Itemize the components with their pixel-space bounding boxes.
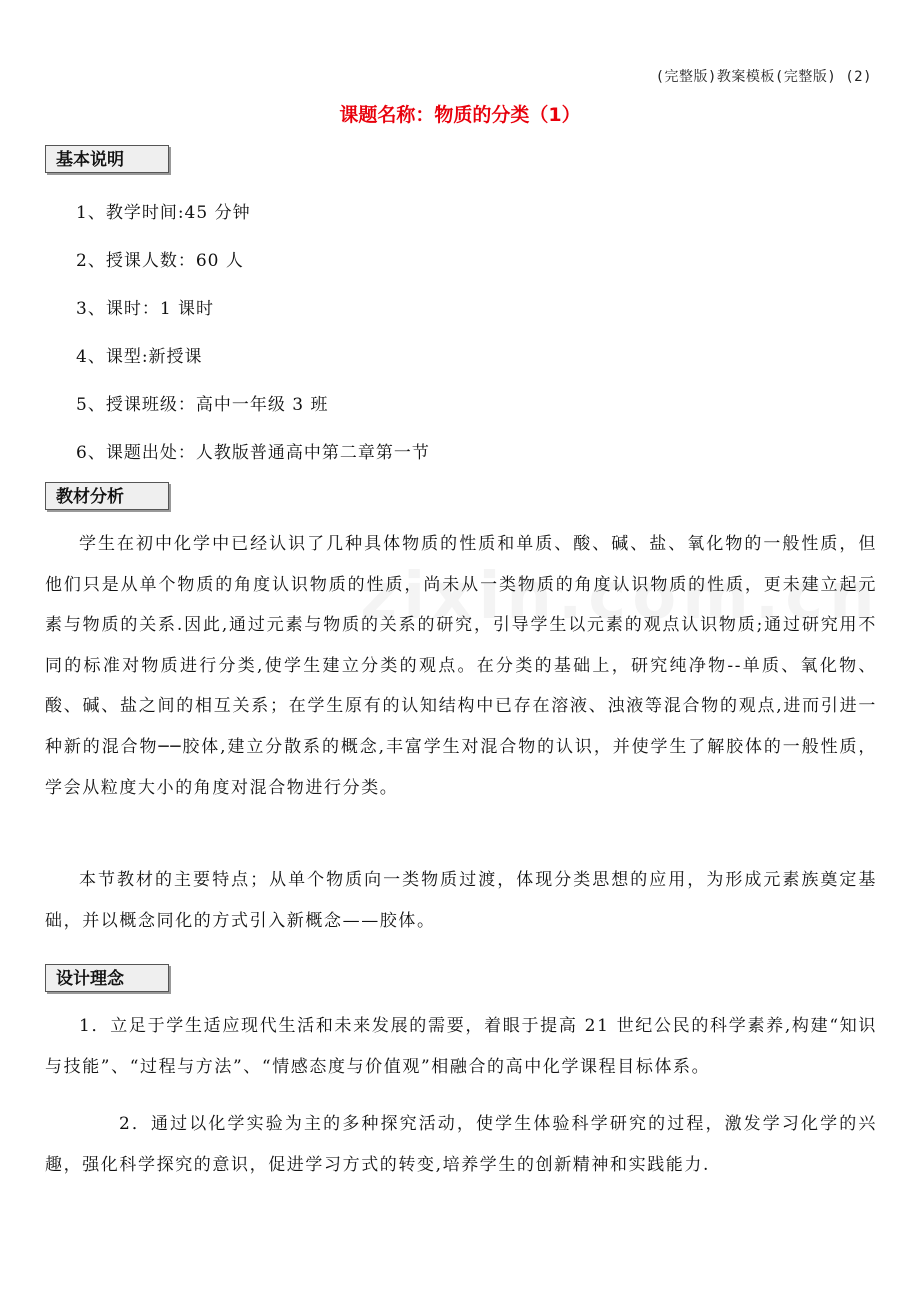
page-title: 课题名称：物质的分类（1） <box>339 104 581 126</box>
analysis-paragraph: 学生在初中化学中已经认识了几种具体物质的性质和单质、酸、碱、盐、氧化物的一般性质，但他们只是从单个物质的角度认识物质的性质，尚未从一类物质的角度认识物质的性质，更未建立起元素与物质的关系.因此,通过元素与物质的关系的研究，引导学生以元素的观点认识物质;通过研究用不同的标准对物质进行分类,使学生建立分类的观点。在分类的基础上，研究纯净物--单质、氧化物、酸、碱、盐之间的相互关系；在学生原有的认知结构中已存在溶液、浊液等混合物的观点,进而引进一种新的混合物──胶体,建立分散系的概念,丰富学生对混合物的认识，并使学生了解胶体的一般性质，学会从粒度大小的角度对混合物进行分类。 <box>45 534 877 798</box>
basic-item: 6、课题出处：人教版普通高中第二章第一节 <box>76 443 430 463</box>
analysis-paragraph: 本节教材的主要特点；从单个物质向一类物质过渡，体现分类思想的应用，为形成元素族奠定基础，并以概念同化的方式引入新概念——胶体。 <box>45 870 877 931</box>
basic-item: 5、授课班级：高中一年级 3 班 <box>76 395 329 415</box>
concept-paragraph: 1．立足于学生适应现代生活和未来发展的需要，着眼于提高 21 世纪公民的科学素养,构建“知识与技能”、“过程与方法”、“情感态度与价值观”相融合的高中化学课程目标体系。 <box>45 1016 877 1077</box>
basic-item: 2、授课人数：60 人 <box>76 251 244 271</box>
basic-item: 1、教学时间:45 分钟 <box>76 203 251 223</box>
section-heading-basic: 基本说明 <box>45 145 169 173</box>
section-heading-analysis: 教材分析 <box>45 482 169 510</box>
concept-paragraph: 2．通过以化学实验为主的多种探究活动，使学生体验科学研究的过程，激发学习化学的兴趣，强化科学探究的意识，促进学习方式的转变,培养学生的创新精神和实践能力. <box>45 1114 877 1175</box>
section-heading-concept: 设计理念 <box>45 964 169 992</box>
basic-item: 3、课时：1 课时 <box>76 299 215 319</box>
basic-item: 4、课型:新授课 <box>76 347 203 367</box>
header-note: (完整版)教案模板(完整版) (2) <box>655 69 872 85</box>
